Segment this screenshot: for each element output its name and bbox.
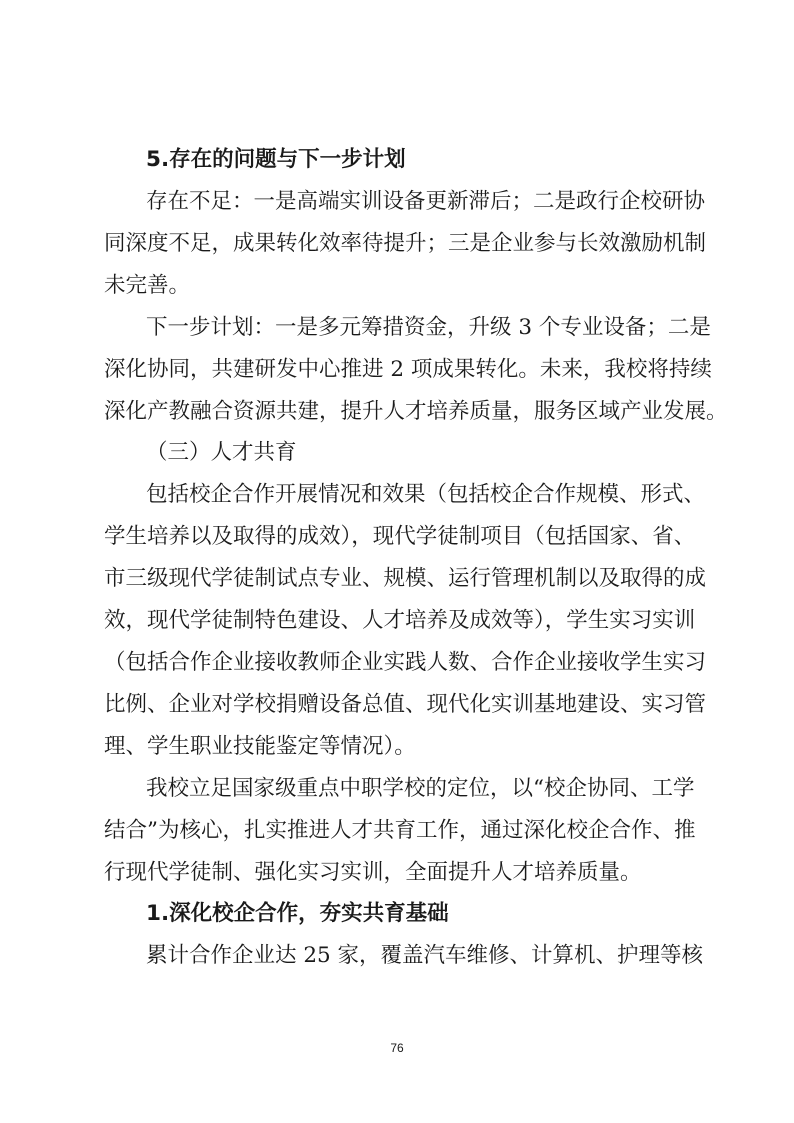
paragraph-line: 比例、企业对学校捐赠设备总值、现代化实训基地建设、实习管: [104, 692, 707, 717]
paragraph-line: 理、学生职业技能鉴定等情况）。: [104, 734, 416, 759]
paragraph-line: 包括校企合作开展情况和效果（包括校企合作规模、形式、: [146, 482, 706, 507]
paragraph-line: 市三级现代学徒制试点专业、规模、运行管理机制以及取得的成: [104, 566, 707, 591]
paragraph-line: 行现代学徒制、强化实习实训，全面提升人才培养质量。: [104, 860, 642, 885]
section-heading-school-enterprise: 1.深化校企合作，夯实共育基础: [146, 901, 449, 926]
paragraph-line: 学生培养以及取得的成效），现代学徒制项目（包括国家、省、: [104, 524, 696, 549]
paragraph-line: 深化协同，共建研发中心推进 2 项成果转化。未来，我校将持续: [104, 357, 712, 382]
paragraph-line: 效，现代学徒制特色建设、人才培养及成效等），学生实习实训: [104, 608, 696, 633]
section-heading-problems-plans: 5.存在的问题与下一步计划: [146, 147, 406, 172]
paragraph-line: 累计合作企业达 25 家，覆盖汽车维修、计算机、护理等核: [146, 943, 704, 968]
paragraph-line: 同深度不足，成果转化效率待提升；三是企业参与长效激励机制: [104, 231, 707, 256]
paragraph-line: 存在不足：一是高端实训设备更新滞后；二是政行企校研协: [146, 189, 706, 214]
paragraph-line: （包括合作企业接收教师企业实践人数、合作企业接收学生实习: [104, 650, 707, 675]
paragraph-line: 我校立足国家级重点中职学校的定位，以“校企协同、工学: [146, 776, 695, 801]
paragraph-line: 未完善。: [104, 273, 191, 298]
paragraph-line: 下一步计划：一是多元筹措资金，升级 3 个专业设备；二是: [146, 315, 711, 340]
page-number: 76: [390, 1041, 404, 1055]
paragraph-line: 结合”为核心，扎实推进人才共育工作，通过深化校企合作、推: [104, 818, 696, 843]
subheading-talent-cultivation: （三）人才共育: [146, 440, 297, 465]
paragraph-line: 深化产教融合资源共建，提升人才培养质量，服务区域产业发展。: [104, 399, 728, 424]
